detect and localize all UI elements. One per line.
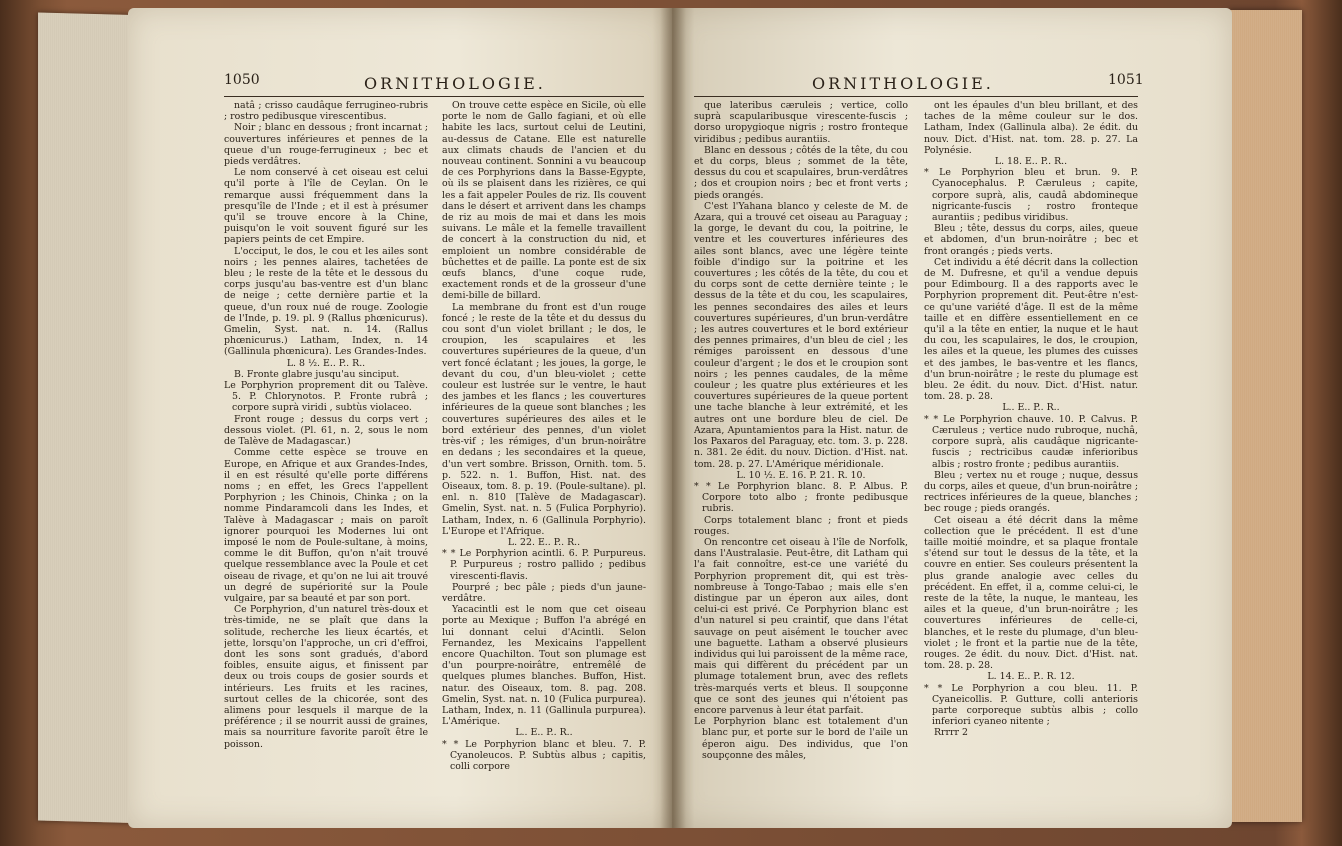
- left-folio: 1050: [224, 72, 260, 88]
- text-paragraph: L. 14. E.. P.. R. 12.: [987, 671, 1075, 683]
- text-paragraph: Rrrrr 2: [934, 727, 968, 739]
- text-paragraph: Comme cette espèce se trouve en Europe, en Afrique et aux Grandes-Indes, il en est résulté qu'elle porte différens noms ; en effet, les Grecs l'appellent Porphyrion ; les Chinois, Chinka ; on la nomme Pindaramcoli dans les Indes, et Talève à Madagascar ; mais on paroît ignorer pourquoi les Modernes lui ont imposé le nom de Poule-sultane, à moins, comme le dit Buffon, qu'on n'ait trouvé quelque ressemblance avec la Poule et cet oiseau de rivage, et qu'on ne lui ait trouvé un degré de supériorité sur la Poule vulgaire, par sa beauté et par son port.: [224, 447, 428, 604]
- text-paragraph: Corps totalement blanc ; front et pieds rouges.: [694, 514, 908, 537]
- text-paragraph: Le Porphyrion blanc est totalement d'un blanc pur, et porte sur le bord de l'aile un éperon aigu. Des individus, que l'on soupçonne des mâles,: [694, 716, 908, 761]
- right-folio: 1051: [1108, 72, 1144, 88]
- text-paragraph: Pourpré ; bec pâle ; pieds d'un jaune-verdâtre.: [442, 581, 646, 604]
- text-paragraph: Cet individu a été décrit dans la collection de M. Dufresne, et qu'il a vendue depuis pour Edimbourg. Il a des rapports avec le Porphyrion proprement dit. Peut-être n'est-ce qu'une variété d'âge. Il est de la même taille et en diffère essentiellement en ce qu'il a la tête en entier, la nuque et le haut du cou, les scapulaires, le dos, le croupion, les ailes et la queue, les plumes des cuisses et des jambes, le bas-ventre et les flancs, d'un brun-noirâtre ; le reste du plumage est bleu. 2e édit. du nouv. Dict. d'Hist. natur. tom. 28. p. 28.: [924, 256, 1138, 403]
- text-paragraph: L'occiput, le dos, le cou et les ailes sont noirs ; les pennes alaires, tachetées de bleu ; le reste de la tête et le dessous du corps jusqu'au bas-ventre est d'un blanc de neige ; cette dernière partie et la queue, d'un roux nué de rouge. Zoologie de l'Inde, p. 19. pl. 9 (Rallus phœnicurus). Gmelin, Syst. nat. n. 14. (Rallus phœnicurus.) Latham, Index, n. 14 (Gallinula phœnicura). Les Grandes-Indes.: [224, 245, 428, 358]
- right-running-head: ORNITHOLOGIE.: [812, 74, 994, 93]
- right-column-1: [694, 100, 908, 828]
- text-paragraph: * * Le Porphyrion a cou bleu. 11. P. Cyaneicollis. P. Gutture, colli anterioris parte corporeque subtùs albis ; collo inferiori cyaneo nitente ;: [924, 682, 1138, 728]
- text-paragraph: * * Le Porphyrion acintli. 6. P. Purpureus. P. Purpureus ; rostro pallido ; pedibus virescenti-flavis.: [442, 548, 646, 582]
- text-paragraph: L.. E.. P.. R..: [1002, 402, 1060, 414]
- text-paragraph: natâ ; crisso caudâque ferrugineo-rubris ; rostro pedibusque virescentibus.: [224, 100, 428, 123]
- text-paragraph: * * Le Porphyrion blanc. 8. P. Albus. P. Corpore toto albo ; fronte pedibusque rubris.: [694, 480, 908, 515]
- text-paragraph: Cet oiseau a été décrit dans la même collection que le précédent. Il est d'une taille moitié moindre, et sa plaque frontale s'étend sur tout le dessus de la tête, et la couvre en entier. Ses couleurs présentent la plus grande analogie avec celles du précédent. En effet, il a, comme celui-ci, le reste de la tête, la nuque, le manteau, les ailes et la queue, d'un brun-noirâtre ; les couvertures inférieures de celle-ci, blanches, et le reste du plumage, d'un bleu-violet ; le front et la partie nue de la tête, rouges. 2e édit. du nouv. Dict. d'Hist. nat. tom. 28. p. 28.: [924, 514, 1138, 672]
- left-page: [128, 8, 674, 828]
- left-column-1: [224, 100, 428, 828]
- text-paragraph: Blanc en dessous ; côtés de la tête, du cou et du corps, bleus ; sommet de la tête, dessus du cou et scapulaires, brun-verdâtres ; dos et croupion noirs ; bec et front verts ; pieds orangés.: [694, 144, 908, 201]
- text-paragraph: Le nom conservé à cet oiseau est celui qu'il porte à l'île de Ceylan. On le remarque aussi fréquemment dans la presqu'île de l'Inde ; et il est à présumer qu'il se trouve encore à la Chine, puisqu'on le voit souvent figuré sur les papiers peints de cet Empire.: [224, 167, 428, 246]
- text-paragraph: L. 10 ½. E. 16. P. 21. R. 10.: [736, 469, 866, 481]
- text-paragraph: * * Le Porphyrion chauve. 10. P. Calvus. P. Cæruleus ; vertice nudo rubroque, nuchâ, corpore suprà, alis caudâque nigricante-fuscis ; rectricibus caudæ inferioribus albis ; rostro fronte ; pedibus aurantiis.: [924, 413, 1138, 470]
- book-gutter: [660, 8, 686, 828]
- text-paragraph: L. 18. E.. P.. R..: [994, 156, 1068, 168]
- right-header-rule: [694, 96, 1138, 97]
- right-column-2: [924, 100, 1138, 828]
- text-paragraph: Bleu ; vertex nu et rouge ; nuque, dessus du corps, ailes et queue, d'un brun-noirâtre ; rectrices inférieures de la queue, blanches ; bec rouge ; pieds orangés.: [924, 469, 1138, 515]
- text-paragraph: L. 22. E.. P.. R..: [507, 536, 581, 548]
- text-paragraph: L.. E.. P.. R..: [515, 727, 573, 739]
- text-paragraph: C'est l'Yahana blanco y celeste de M. de Azara, qui a trouvé cet oiseau au Paraguay ; la gorge, le devant du cou, la poitrine, le ventre et les couvertures inférieures des ailes sont blancs, avec une légère teinte foible d'indigo sur la poitrine et les couvertures ; les côtés de la tête, du cou et du corps sont de cette dernière teinte ; le dessus de la tête et du cou, les scapulaires, les pennes secondaires des ailes et leurs couvertures supérieures, d'un brun-verdâtre ; les autres couvertures et le bord extérieur des pennes primaires, d'un bleu de ciel ; les rémiges paroissent en dessous d'une couleur d'argent ; le dos et le croupion sont noirs ; les pennes caudales, de la même couleur ; les quatre plus extérieures et les couvertures supérieures de la queue portent une tache blanche à leur extrémité, et les autres ont une bordure bleu de ciel. De Azara, Apuntamientos para la Hist. natur. de los Paxaros del Paraguay, etc. tom. 3. p. 228. n. 381. 2e édit. du nouv. Diction. d'Hist. nat. tom. 28. p. 27. L'Amérique méridionale.: [694, 200, 908, 470]
- left-running-head: ORNITHOLOGIE.: [364, 74, 546, 93]
- text-paragraph: * Le Porphyrion bleu et brun. 9. P. Cyanocephalus. P. Cæruleus ; capite, corpore suprà, alis, caudâ abdomineque nigricante-fuscis ; rostro fronteque aurantiis ; pedibus viridibus.: [924, 167, 1138, 224]
- right-page: [672, 8, 1232, 828]
- text-paragraph: On rencontre cet oiseau à l'île de Norfolk, dans l'Australasie. Peut-être, dit Latham qui l'a fait connoître, est-ce une variété du Porphyrion proprement dit, qui est très-nombreuse à Tongo-Tabao ; mais elle s'en distingue par un éperon aux ailes, dont celui-ci est privé. Ce Porphyrion blanc est d'un naturel si peu craintif, que dans l'état sauvage on peut aisément le toucher avec une baguette. Latham a observé plusieurs individus qui lui paroissent de la même race, mais qui diffèrent du précédent par un plumage totalement brun, avec des reflets très-marqués verts et bleus. Il soupçonne que ce sont des jeunes qui n'étoient pas encore parvenus à leur état parfait.: [694, 536, 908, 716]
- text-paragraph: Front rouge ; dessus du corps vert ; dessous violet. (Pl. 61, n. 2, sous le nom de Talève de Madagascar.): [224, 413, 428, 448]
- text-paragraph: On trouve cette espèce en Sicile, où elle porte le nom de Gallo fagiani, et où elle habite les lacs, surtout celui de Leutini, au-dessus de Catane. Elle est naturelle aux climats chauds de l'ancien et du nouveau continent. Sonnini a vu beaucoup de ces Porphyrions dans la Basse-Egypte, où ils se plaisent dans les rizières, ce qui les a fait appeler Poules de riz. Ils couvent dans le désert et arrivent dans les champs de riz au mois de mai et dans les mois suivans. Le mâle et la femelle travaillent de concert à la construction du nid, et emploient un nombre considérable de bûchettes et de paille. La ponte est de six œufs blancs, d'une coque rude, exactement ronds et de la grosseur d'une demi-bille de billard.: [442, 100, 646, 302]
- text-paragraph: La membrane du front est d'un rouge foncé ; le reste de la tête et du dessus du cou sont d'un violet brillant ; le dos, le croupion, les scapulaires et les couvertures supérieures de la queue, d'un vert foncé éclatant ; les joues, la gorge, le devant du cou, d'un bleu-violet ; cette couleur est lustrée sur le ventre, le haut des jambes et les flancs ; les couvertures inférieures de la queue sont blanches ; les couvertures supérieures des ailes et le bord extérieur des pennes, d'un violet très-vif ; les rémiges, d'un brun-noirâtre en dedans ; les secondaires et la queue, d'un vert sombre. Brisson, Ornith. tom. 5. p. 522. n. 1. Buffon, Hist. nat. des Oiseaux, tom. 8. p. 19. (Poule-sultane). pl. enl. n. 810 [Talève de Madagascar). Gmelin, Syst. nat. n. 5 (Fulica Porphyrio). Latham, Index, n. 6 (Gallinula Porphyrio). L'Europe et l'Afrique.: [442, 301, 646, 537]
- text-paragraph: B. Fronte glabre jusqu'au sinciput.: [234, 368, 400, 380]
- text-paragraph: Yacacintli est le nom que cet oiseau porte au Mexique ; Buffon l'a abrégé en lui donnant celui d'Acintli. Selon Fernandez, les Mexicains l'appellent encore Quachilton. Tout son plumage est d'un pourpre-noirâtre, entremêlé de quelques plumes blanches. Buffon, Hist. natur. des Oiseaux, tom. 8. pag. 208. Gmelin, Syst. nat. n. 10 (Fulica purpurea). Latham, Index, n. 11 (Gallinula purpurea). L'Amérique.: [442, 604, 646, 728]
- left-column-2: [442, 100, 646, 828]
- text-paragraph: Ce Porphyrion, d'un naturel très-doux et très-timide, ne se plaît que dans la solitude, recherche les lieux écartés, et jette, lorsqu'on l'approche, un cri d'effroi, dont les sons sont gradués, d'abord foibles, ensuite aigus, et finissent par deux ou trois coups de gosier sourds et intérieurs. Les fruits et les racines, surtout celles de la chicorée, sont des alimens pour lesquels il marque de la préférence ; il se nourrit aussi de graines, mais sa nourriture favorite paroît être le poisson.: [224, 604, 428, 750]
- text-paragraph: * * Le Porphyrion blanc et bleu. 7. P. Cyanoleucos. P. Subtùs albus ; capitis, colli corpore: [442, 738, 646, 772]
- text-paragraph: que lateribus cæruleis ; vertice, collo suprà scapularibusque virescente-fuscis ; dorso uropygioque nigris ; rostro fronteque viridibus ; pedibus aurantiis.: [694, 100, 908, 145]
- text-paragraph: Bleu ; tête, dessus du corps, ailes, queue et abdomen, d'un brun-noirâtre ; bec et front orangés ; pieds verts.: [924, 223, 1138, 257]
- text-paragraph: Noir ; blanc en dessous ; front incarnat ; couvertures inférieures et pennes de la queue d'un rouge-ferrugineux ; bec et pieds verdâtres.: [224, 122, 428, 168]
- text-paragraph: ont les épaules d'un bleu brillant, et des taches de la même couleur sur le dos. Latham, Index (Gallinula alba). 2e édit. du nouv. Dict. d'Hist. nat. tom. 28. p. 27. La Polynésie.: [924, 100, 1138, 156]
- left-header-rule: [224, 96, 644, 97]
- text-paragraph: Le Porphyrion proprement dit ou Talève. 5. P. Chlorynotos. P. Fronte rubrâ ; corpore suprà viridi , subtùs violaceo.: [224, 380, 428, 414]
- page-block-right: [1228, 10, 1302, 822]
- text-paragraph: L. 8 ½. E.. P.. R..: [286, 357, 366, 369]
